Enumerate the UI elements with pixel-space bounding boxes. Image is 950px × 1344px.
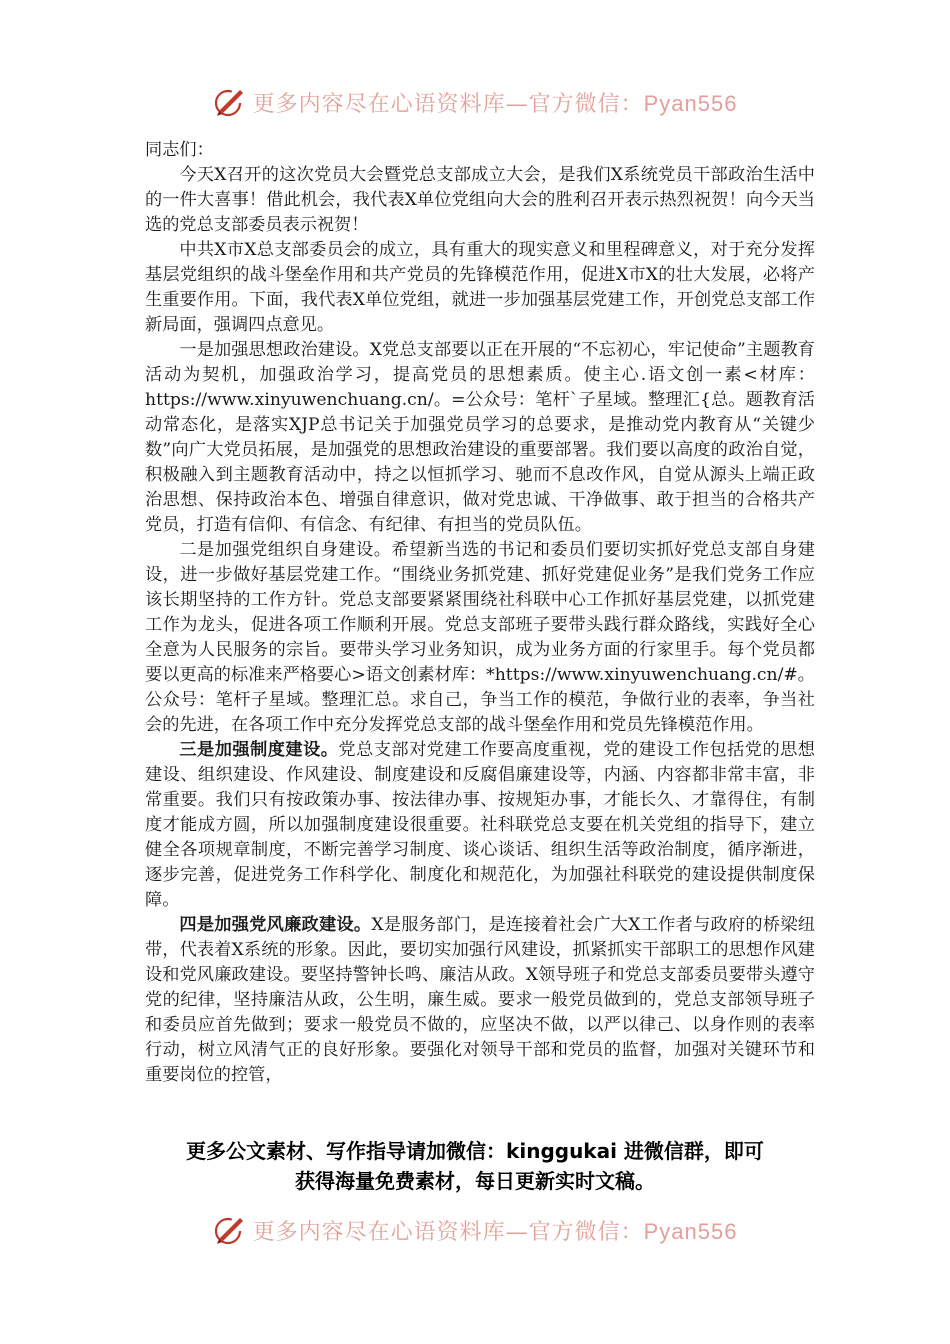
- paragraph: 今天X召开的这次党员大会暨党总支部成立大会，是我们X系统党员干部政治生活中的一件大喜事！借此机会，我代表X单位党组向大会的胜利召开表示热烈祝贺！向今天当选的党总支部委员表示祝贺！: [145, 165, 815, 235]
- paragraph-lead: 四是加强党风廉政建设。: [179, 915, 372, 935]
- paragraph: 二是加强党组织自身建设。希望新当选的书记和委员们要切实抓好党总支部自身建设，进一步做好基层党建工作。“围绕业务抓党建、抓好党建促业务”是我们党务工作应该长期坚持的工作方针。党总支部要紧紧围绕社科联中心工作抓好基层党建，以抓党建工作为龙头，促进各项工作顺利开展。党总支部班子要带头践行群众路线，实践好全心全意为人民服务的宗旨。要带头学习业务知识，成为业务方面的行家里手。每个党员都要以更高的标准来严格要心>语文创素材库：*https://www.xinyuwenchuang.cn/#。公众号：笔杆子星域。整理汇总。求自己，争当工作的模范，争做行业的表率，争当社会的先进，在各项工作中充分发挥党总支部的战斗堡垒作用和党员先锋模范作用。: [145, 540, 815, 735]
- paragraph: 三是加强制度建设。党总支部对党建工作要高度重视，党的建设工作包括党的思想建设、组织建设、作风建设、制度建设和反腐倡廉建设等，内涵、内容都非常丰富，非常重要。我们只有按政策办事、按法律办事、按规矩办事，才能长久、才靠得住，有制度才能成方圆，所以加强制度建设很重要。社科联党总支要在机关党组的指导下，建立健全各项规章制度，不断完善学习制度、谈心谈话、组织生活等政治制度，循序渐进，逐步完善，促进党务工作科学化、制度化和规范化，为加强社科联党的建设提供制度保障。: [145, 740, 815, 910]
- paragraph-lead: 三是加强制度建设。: [179, 740, 339, 760]
- promo-notice: [100, 1136, 850, 1196]
- document-body: [145, 138, 815, 1088]
- promo-line: 获得海量免费素材，每日更新实时文稿。: [295, 1169, 655, 1193]
- pen-swirl-icon: [213, 85, 247, 119]
- footer-banner: [0, 1210, 950, 1250]
- paragraph: 一是加强思想政治建设。X党总支部要以正在开展的“不忘初心，牢记使命”主题教育活动为契机，加强政治学习，提高党员的思想素质。使主心.语文创一素<材库：https://www.xinyuwenchuang.cn/。=公众号：笔杆`子星域。整理汇{总。题教育活动常态化，是落实XJP总书记关于加强党员学习的总要求，是推动党内教育从“关键少数”向广大党员拓展，是加强党的思想政治建设的重要部署。我们要以高度的政治自觉，积极融入到主题教育活动中，持之以恒抓学习、驰而不息改作风，自觉从源头上端正政治思想、保持政治本色、增强自律意识，做对党忠诚、干净做事、敢于担当的合格共产党员，打造有信仰、有信念、有纪律、有担当的党员队伍。: [145, 340, 815, 535]
- paragraph: 中共X市X总支部委员会的成立，具有重大的现实意义和里程碑意义，对于充分发挥基层党组织的战斗堡垒作用和共产党员的先锋模范作用，促进X市X的壮大发展，必将产生重要作用。下面，我代表X单位党组，就进一步加强基层党建工作，开创党总支部工作新局面，强调四点意见。: [145, 240, 815, 335]
- footer-banner-text: 更多内容尽在心语资料库—官方微信：Pyan556: [252, 1218, 738, 1245]
- pen-swirl-icon: [213, 1213, 247, 1247]
- paragraph: 四是加强党风廉政建设。X是服务部门，是连接着社会广大X工作者与政府的桥梁纽带，代表着X系统的形象。因此，要切实加强行风建设，抓紧抓实干部职工的思想作风建设和党风廉政建设。要坚持警钟长鸣、廉洁从政。X领导班子和党总支部委员要带头遵守党的纪律，坚持廉洁从政，公生明，廉生威。要求一般党员做到的，党总支部领导班子和委员应首先做到；要求一般党员不做的，应坚决不做，以严以律己、以身作则的表率行动，树立风清气正的良好形象。要强化对领导干部和党员的监督，加强对关键环节和重要岗位的控管，: [145, 915, 815, 1085]
- promo-line: 更多公文素材、写作指导请加微信：kinggukai 进微信群，即可: [186, 1139, 764, 1163]
- header-banner-text: 更多内容尽在心语资料库—官方微信：Pyan556: [252, 90, 738, 117]
- header-banner: [0, 82, 950, 122]
- salutation: 同志们：: [145, 140, 214, 160]
